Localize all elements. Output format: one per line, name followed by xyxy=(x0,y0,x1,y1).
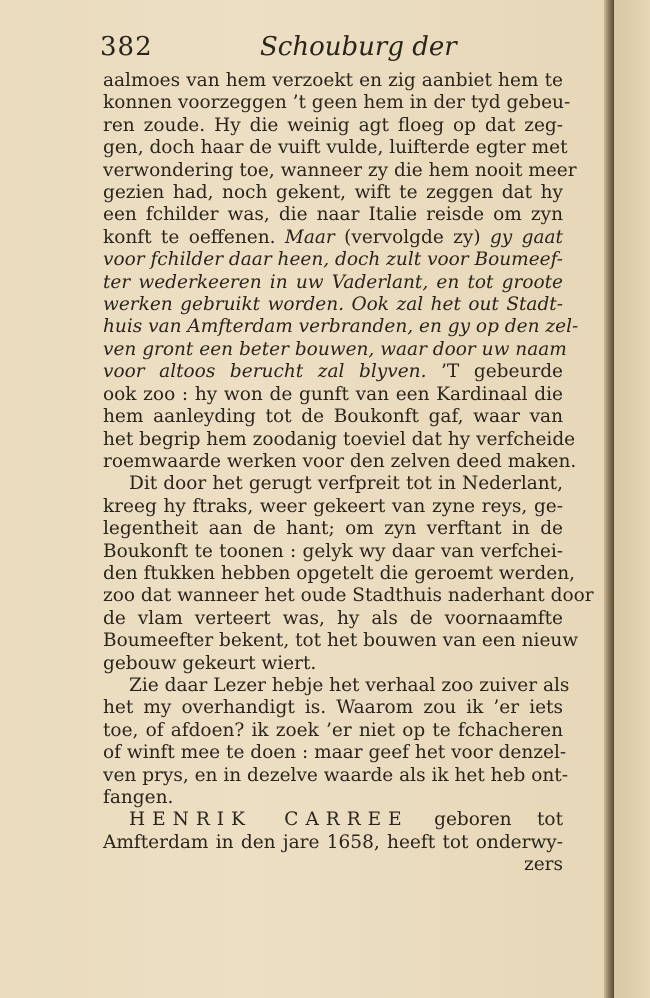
text-line: Amfterdam in den jare 1658, heeft tot onderwy- xyxy=(103,831,563,853)
text-line: ook zoo : hy won de gunft van een Kardinaal die xyxy=(103,383,563,405)
text-line: zoo dat wanneer het oude Stadthuis naderhant door xyxy=(103,585,594,607)
text-line: roemwaarde werken voor den zelven deed maken. xyxy=(103,450,577,472)
text-line: gezien had, noch gekent, wift te zeggen dat hy xyxy=(103,182,563,204)
italic-segment: gy gaat xyxy=(489,226,563,248)
text-line: toe, of afdoen? ik zoek ’er niet op te fchacheren xyxy=(103,719,563,741)
text-line: verwondering toe, wanneer zy die hem nooit meer xyxy=(103,159,577,181)
text-line: aalmoes van hem verzoekt en zig aanbiet hem te xyxy=(103,70,563,91)
italic-line: huis van Amfterdam verbranden, en gy op den zel- xyxy=(103,316,579,338)
text-line: een fchilder was, die naar Italie reisde om zyn xyxy=(103,204,563,226)
catchword: zers xyxy=(523,854,563,876)
italic-segment: Maar xyxy=(284,226,335,248)
italic-line: ven gront een beter bouwen, waar door uw naam xyxy=(103,338,567,360)
page-edge-shadow xyxy=(604,0,614,998)
text-line: of winft mee te doen : maar geef het voor denzel- xyxy=(103,742,567,764)
text-line: ven prys, en in dezelve waarde als ik het heb ont- xyxy=(103,764,568,786)
text-segment: ’T gebeurde xyxy=(441,361,563,383)
text-line: het begrip hem zoodanig toeviel dat hy verfcheide xyxy=(103,428,576,450)
paragraph-start: Zie daar Lezer hebje het verhaal zoo zuiver als xyxy=(129,674,570,696)
running-head: Schouburg der xyxy=(260,32,457,62)
text-segment: konft te oeffenen. xyxy=(103,226,276,248)
name-small-caps: HENRIK CARREE xyxy=(129,809,409,831)
italic-segment: voor altoos berucht zal blyven. xyxy=(103,361,427,383)
text-segment: geboren tot xyxy=(434,809,564,831)
text-segment: (vervolgde zy) xyxy=(344,226,481,248)
text-line: het my overhandigt is. Waarom zou ik ’er iets xyxy=(103,697,563,719)
text-line: den ftukken hebben opgetelt die geroemt werden, xyxy=(103,562,576,584)
text-line xyxy=(103,361,563,383)
text-line: Boumeefter bekent, tot het bouwen van een nieuw xyxy=(103,630,579,652)
text-line: konnen voorzeggen ’t geen hem in der tyd gebeu- xyxy=(103,92,571,114)
italic-line: werken gebruikt worden. Ook zal het out Stadt- xyxy=(103,294,563,316)
text-line: ren zoude. Hy die weinig agt floeg op dat zeg- xyxy=(103,114,563,136)
italic-line: voor fchilder daar heen, doch zult voor Boumeef- xyxy=(103,249,564,271)
body-text xyxy=(103,70,594,877)
text-line: hem aanleyding tot de Boukonft gaf, waar van xyxy=(103,406,563,428)
text-line xyxy=(103,227,563,249)
text-line: legentheit aan de hant; om zyn verftant in de xyxy=(103,518,563,540)
text-line: de vlam verteert was, hy als de voornaamfte xyxy=(103,607,563,629)
paragraph-start: Dit door het gerugt verfpreit tot in Nederlant, xyxy=(129,473,563,495)
text-line: fangen. xyxy=(103,787,174,808)
italic-line: ter wederkeeren in uw Vaderlant, en tot groote xyxy=(103,271,563,293)
page-number: 382 xyxy=(100,32,153,62)
page-header xyxy=(100,32,560,72)
paragraph-start xyxy=(103,809,563,831)
facing-page-strip xyxy=(614,0,650,998)
text-line: kreeg hy ftraks, weer gekeert van zyne reys, ge- xyxy=(103,495,563,517)
text-line: gen, doch haar de vuift vulde, luifterde egter met xyxy=(103,137,568,159)
text-line: gebouw gekeurt wiert. xyxy=(103,652,317,674)
text-line: Boukonft te toonen : gelyk wy daar van verfchei- xyxy=(103,540,563,562)
